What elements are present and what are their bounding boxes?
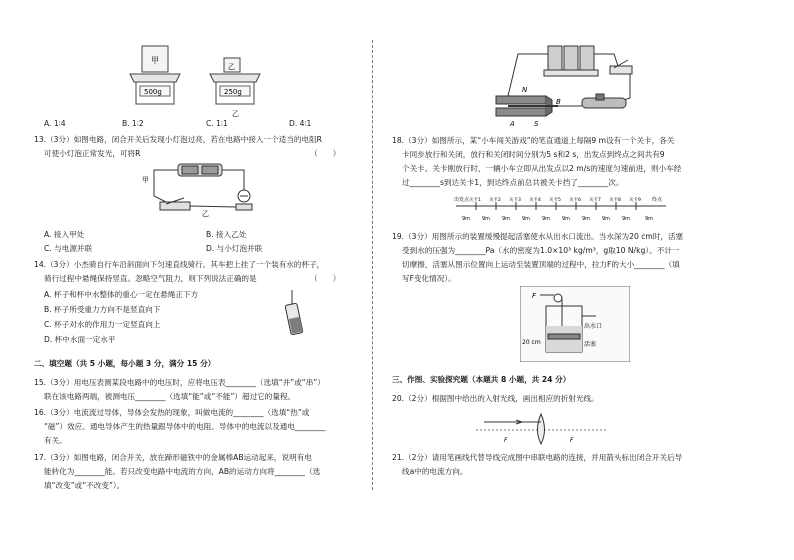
q12-label-z: 乙	[228, 63, 235, 71]
q17-label-a: A	[510, 120, 515, 128]
q12-scale2-value: 250g	[224, 88, 242, 96]
q18-line3: 个关卡。关卡刚放行时，一辆小车立即从出发点以2 m/s的速度匀速前进，则小车经	[402, 164, 682, 173]
q13-label-yi: 乙	[202, 210, 209, 218]
q13-circuit-figure	[140, 160, 260, 218]
q15-line2: 联在该电路两端，被测电压________（选填“能”或“不能”）超过它的量程。	[44, 392, 296, 401]
svg-text:9m: 9m	[502, 216, 511, 222]
q16-line1: 16.（3分）电流流过导体，导体会发热的现象，叫做电流的________（选填“热”或	[34, 408, 310, 417]
q18-gate-5: 关卡5	[549, 198, 561, 203]
q14-option-c: C. 杯子对水的作用力一定竖直向上	[44, 320, 161, 329]
q13-option-d: D. 与小灯泡并联	[206, 244, 263, 253]
q13-line2: 可使小灯泡正常发光，可将R	[44, 149, 141, 158]
svg-text:9m: 9m	[562, 216, 571, 222]
svg-text:9m: 9m	[462, 216, 471, 222]
q13-option-b: B. 接入乙处	[206, 230, 247, 239]
svg-text:9m: 9m	[522, 216, 531, 222]
q17-label-b: B	[556, 98, 561, 106]
svg-text:9m: 9m	[622, 216, 631, 222]
q17-line2: 能转化为________能。若只改变电路中电流的方向，AB的运动方向将________（选	[44, 467, 321, 476]
svg-text:9m: 9m	[542, 216, 551, 222]
q17-motor-figure	[478, 40, 638, 128]
q21-line1: 21.（2分）请用笔画线代替导线完成图中串联电路的连接，并用箭头标出闭合开关后导	[392, 453, 683, 462]
q16-line2: “磁”）效应。通电导体产生的热量跟导体中的电阻、导体中的电流以及通电________	[44, 422, 326, 431]
q20-label-f-left: F	[504, 437, 508, 444]
q13-label-jia: 甲	[142, 176, 149, 184]
q18-line1: 18.（3分）如图所示，某“小车闯关游戏”的笔直通道上每隔9 m设有一个关卡，各关	[392, 136, 675, 145]
q18-gates	[469, 196, 641, 210]
q19-line2: 受到水的压强为________Pa（水的密度为1.0×10³ kg/m³，g取10 N/kg）。不计一	[402, 246, 680, 255]
q12-balance-figure	[120, 40, 280, 120]
q19-piston-figure	[520, 286, 630, 362]
q14-bracket: （ ）	[310, 274, 341, 283]
q13-line1: 13.（3分）如图电路，闭合开关后发现小灯泡过亮，若在电路中接入一个适当的电阻R	[34, 135, 322, 144]
q18-segments	[462, 216, 653, 222]
q16-line3: 有关。	[44, 436, 67, 445]
q18-track-start: 出发点	[454, 197, 470, 203]
svg-text:9m: 9m	[602, 216, 611, 222]
q17-line1: 17.（3分）如图电路，闭合开关，放在蹄形磁铁中的金属棒AB运动起来，说明有电	[34, 453, 312, 462]
q18-gate-4: 关卡4	[529, 198, 541, 203]
section2-title: 二、填空题（共 5 小题，每小题 3 分，满分 15 分）	[34, 359, 216, 368]
q19-label-f: F	[532, 292, 537, 300]
svg-text:9m: 9m	[582, 216, 591, 222]
q17-label-s: S	[534, 120, 539, 128]
q14-cup-figure	[284, 290, 308, 340]
q18-track-end: 终点	[652, 197, 663, 203]
q17-line3: 填“改变”或“不改变”）。	[44, 481, 125, 490]
column-divider	[372, 40, 373, 490]
q17-label-n: N	[522, 86, 528, 94]
q18-gate-2: 关卡2	[489, 198, 501, 203]
q18-gate-8: 关卡8	[609, 198, 621, 203]
q18-gate-9: 关卡9	[629, 198, 641, 203]
q18-line4: 过________s到达关卡1，到达终点前总共被关卡挡了________次。	[402, 178, 624, 187]
q18-line2: 卡同步放行和关闭，放行和关闭时间分别为5 s和2 s，出发点到终点之间共有9	[402, 150, 665, 159]
q19-line4: 写F变化情况）。	[402, 274, 456, 283]
section3-title: 三、作图、实验探究题（本题共 8 小题，共 24 分）	[392, 375, 571, 384]
q20-label-f-right: F	[570, 437, 574, 444]
q19-label-depth: 20 cm	[522, 339, 541, 346]
svg-text:9m: 9m	[482, 216, 491, 222]
q18-gate-6: 关卡6	[569, 198, 581, 203]
q15-line1: 15.（3分）用电压表测某段电路中的电压时，应将电压表________（选填“并”或“串”）	[34, 378, 325, 387]
q20-lens-figure	[476, 412, 606, 446]
q19-line3: 切摩擦，活塞从图示位置向上运动至装置顶端的过程中，拉力F的大小________（填	[402, 260, 680, 269]
q21-line2: 线a中的电流方向。	[402, 467, 468, 476]
q14-line1: 14.（3分）小杰骑自行车沿斜面向下匀速直线骑行。其车把上挂了一个装有水的杯子，	[34, 260, 325, 269]
q19-label-piston: 活塞	[584, 341, 597, 348]
q18-track-figure	[452, 192, 672, 226]
q18-gate-7: 关卡7	[589, 198, 601, 203]
q13-option-c: C. 与电源并联	[44, 244, 93, 253]
q14-option-b: B. 杯子所受重力方向不是竖直向下	[44, 305, 161, 314]
q19-label-outlet: 出水口	[584, 323, 603, 330]
q19-line1: 19.（3分）用图所示的装置缓慢提起活塞使水从出水口流出。当水深为20 cm时，活塞	[392, 232, 684, 241]
q18-gate-1: 关卡1	[469, 198, 481, 203]
q12-option-d: D. 4∶1	[289, 119, 312, 128]
q14-line2: 骑行过程中悬绳保持竖直。忽略空气阻力，则下列说法正确的是	[44, 274, 257, 283]
q12-scale1-value: 500g	[144, 88, 162, 96]
q13-option-a: A. 接入甲处	[44, 230, 85, 239]
q12-option-c: C. 1∶1	[206, 119, 228, 128]
q14-option-d: D. 杯中水面一定水平	[44, 335, 116, 344]
q20-line1: 20.（2分）根据图中给出的入射光线，画出相应的折射光线。	[392, 394, 599, 403]
q13-bracket: （ ）	[310, 149, 341, 158]
q18-gate-3: 关卡3	[509, 198, 521, 203]
svg-text:9m: 9m	[645, 216, 654, 222]
q12-option-a: A. 1∶4	[44, 119, 66, 128]
q12-label-yi: 乙	[232, 110, 239, 118]
q12-label-jia: 甲	[151, 56, 159, 65]
q12-option-b: B. 1∶2	[122, 119, 144, 128]
q14-option-a: A. 杯子和杯中水整体的重心一定在悬绳正下方	[44, 290, 199, 299]
